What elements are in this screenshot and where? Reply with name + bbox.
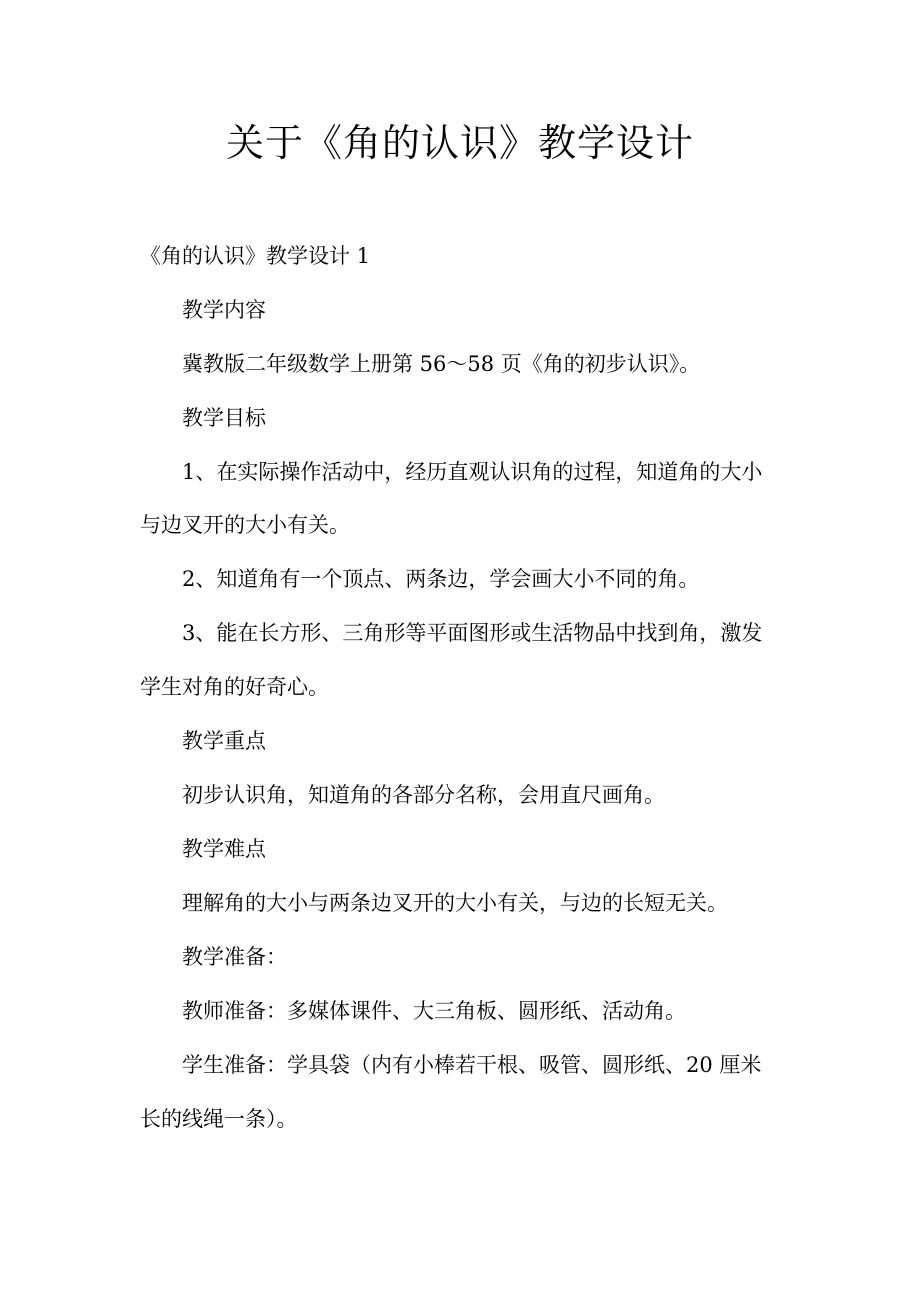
paragraph: 初步认识角，知道角的各部分名称，会用直尺画角。 <box>182 783 665 807</box>
paragraph-label: 教学准备： <box>182 945 287 969</box>
paragraph: 教师准备：多媒体课件、大三角板、圆形纸、活动角。 <box>182 999 686 1023</box>
paragraph-continuation: 学生对角的好奇心。 <box>140 675 329 699</box>
paragraph: 学生准备：学具袋（内有小棒若干根、吸管、圆形纸、20 厘米 <box>182 1053 762 1077</box>
paragraph-label: 教学重点 <box>182 729 266 753</box>
section-heading: 《角的认识》教学设计 1 <box>140 244 371 268</box>
paragraph-continuation: 与边叉开的大小有关。 <box>140 513 350 537</box>
paragraph: 冀教版二年级数学上册第 56～58 页《角的初步认识》。 <box>182 352 701 376</box>
paragraph: 2、知道角有一个顶点、两条边，学会画大小不同的角。 <box>182 567 700 591</box>
paragraph-continuation: 长的线绳一条）。 <box>140 1107 298 1131</box>
paragraph: 理解角的大小与两条边叉开的大小有关，与边的长短无关。 <box>182 891 728 915</box>
paragraph-label: 教学目标 <box>182 406 266 430</box>
paragraph: 1、在实际操作活动中，经历直观认识角的过程，知道角的大小 <box>182 460 763 484</box>
document-title: 关于《角的认识》教学设计 <box>225 121 694 165</box>
paragraph-label: 教学难点 <box>182 837 266 861</box>
paragraph: 3、能在长方形、三角形等平面图形或生活物品中找到角，激发 <box>182 621 763 645</box>
paragraph-label: 教学内容 <box>182 298 266 322</box>
